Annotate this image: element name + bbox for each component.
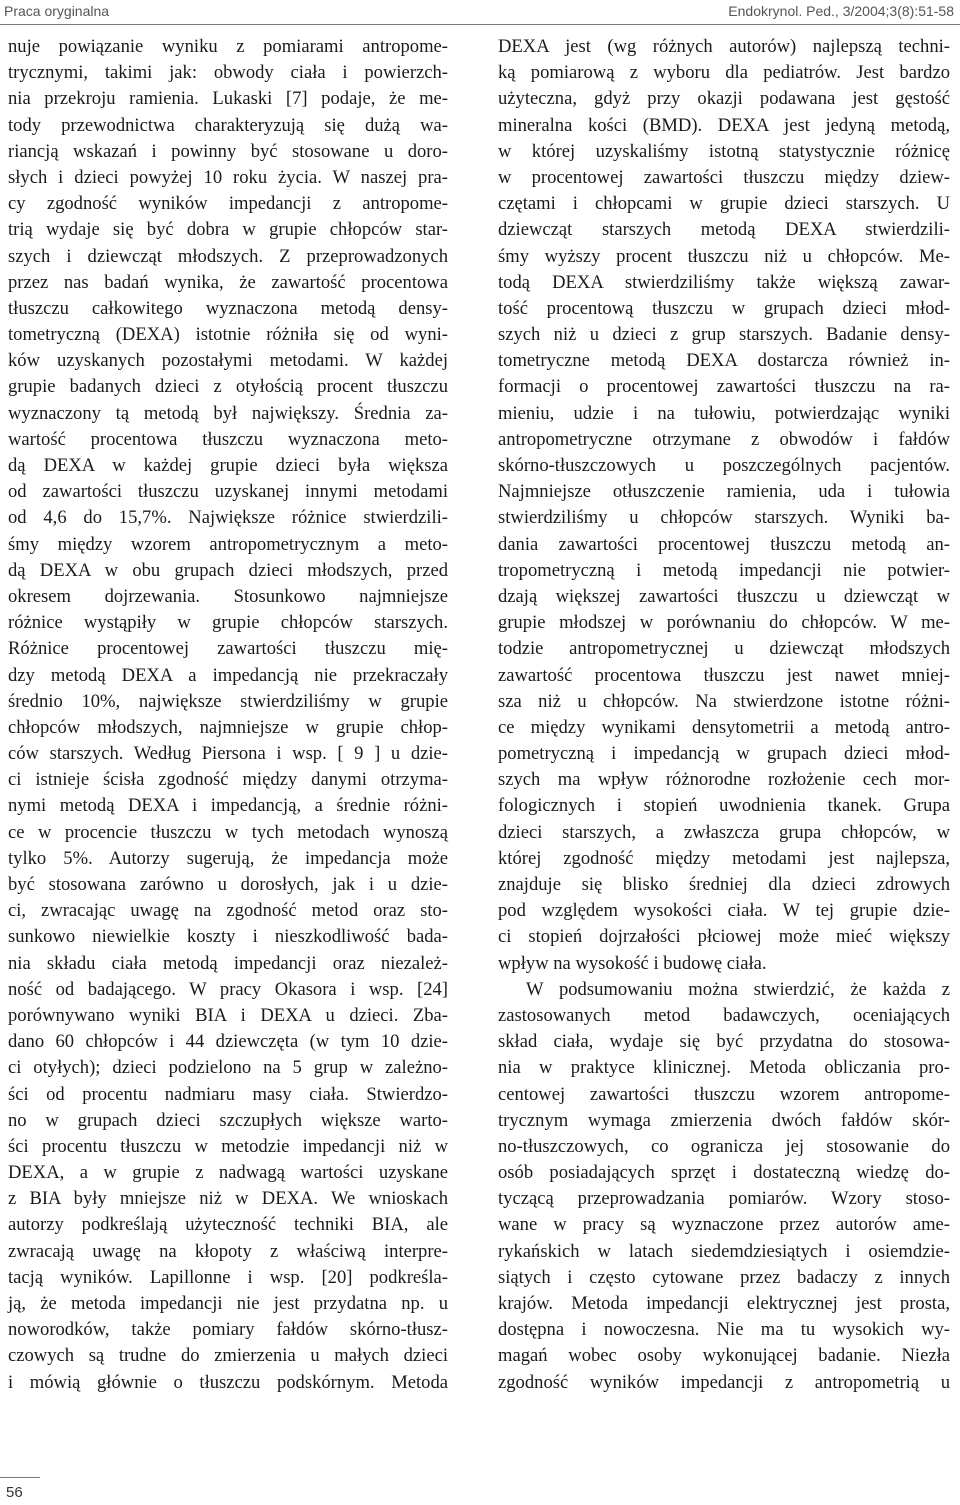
text-line: skład ciała, wydaje się być przydatna do stosowa- — [498, 1031, 950, 1053]
text-line: tość procentową tłuszczu w grupach dzieci młod- — [498, 297, 950, 319]
text-line: pometryczną i impedancją w grupach dzieci młod- — [498, 743, 950, 765]
text-line: riancją wskazań i powinny być stosowane u doro- — [8, 140, 448, 162]
text-line: rykańskich w latach siedemdziesiątych i osiemdzie- — [498, 1240, 950, 1262]
text-line: W podsumowaniu można stwierdzić, że każda z — [526, 978, 950, 1000]
journal-citation: Endokrynol. Ped., 3/2004;3(8):51-58 — [728, 3, 954, 19]
text-line: dziewcząt starszych metodą DEXA stwierdzili- — [498, 219, 950, 241]
text-line: od zawartości tłuszczu uzyskanej innymi metodami — [8, 481, 448, 503]
text-line: tylko 5%. Autorzy sugerują, że impedancja może — [8, 847, 448, 869]
text-line: formacji o procentowej zawartości tłuszczu na ra- — [498, 376, 950, 398]
text-line: czętami i chłopcami w grupie dzieci starszych. U — [498, 193, 950, 215]
text-line: której zgodność między metodami jest najlepsza, — [498, 847, 950, 869]
text-line: tacją wyników. Lapillonne i wsp. [20] podkreśla- — [8, 1266, 448, 1288]
text-line: znajduje się blisko średniej dla dzieci zdrowych — [498, 874, 950, 895]
text-line: wartość procentowa tłuszczu wyznaczona meto- — [8, 428, 448, 450]
text-line: trycznymi, takimi jak: obwody ciała i powierzch- — [8, 62, 448, 84]
text-line: todą DEXA stwierdziliśmy także większą zawar- — [498, 271, 950, 293]
text-line: no w grupach dzieci szczupłych większe warto- — [8, 1109, 448, 1131]
text-line: skórno-tłuszczowych u poszczególnych pacjentów. — [498, 455, 950, 476]
text-line: okresem dojrzewania. Stosunkowo najmniejsze — [8, 585, 448, 607]
text-line: centowej zawartości tłuszczu wzorem antropome- — [498, 1083, 950, 1105]
running-header — [0, 0, 960, 25]
text-line: ce w procencie tłuszczu w tych metodach wynoszą — [8, 821, 448, 843]
text-line: grupie młodszej w porównaniu do chłopców. W me- — [498, 612, 950, 634]
text-line: tyczącą przeprowadzania pomiarów. Wzory stoso- — [498, 1188, 950, 1210]
text-line: Najmniejsze otłuszczenie ramienia, uda i tułowia — [498, 481, 950, 503]
text-line: dania zawartości procentowej tłuszczu metodą an- — [498, 533, 950, 555]
text-line: czowych są trudne do zmierzenia u małych dzieci — [8, 1345, 448, 1367]
text-line: od 4,6 do 15,7%. Największe różnice stwierdzili- — [8, 507, 448, 529]
text-line: osób posiadających sprzęt i dostateczną wiedzę do- — [498, 1162, 950, 1184]
text-line: autorzy podkreślają użyteczność techniki BIA, ale — [8, 1214, 448, 1236]
text-line: DEXA, a w grupie z nadwagą wartości uzyskane — [8, 1162, 448, 1184]
text-line: sunkowo niewielkie koszty i nieszkodliwość bada- — [8, 926, 448, 948]
text-line: w której uzyskaliśmy istotną statystycznie różnicę — [498, 140, 950, 162]
text-line: wyznaczony tą metodą był największy. Średnia za- — [8, 402, 448, 424]
text-line: nuje powiązanie wyniku z pomiarami antropome- — [8, 36, 448, 57]
text-line: zwracają uwagę na kłopoty z właściwą interpre- — [8, 1240, 448, 1262]
text-line: szych ma wpływ różnorodne rozłożenie cech mor- — [498, 769, 950, 791]
text-line: porównywano wyniki BIA i DEXA u dzieci. Zba- — [8, 1004, 448, 1026]
text-line: zawartość procentowa tłuszczu jest nawet mniej- — [498, 664, 950, 686]
text-line: śmy między wzorem antropometrycznym a meto- — [8, 533, 448, 555]
text-line: ków uzyskanych pozostałymi metodami. W każdej — [8, 350, 448, 372]
text-line: tometryczne metodą DEXA dostarcza również in- — [498, 350, 950, 372]
text-line: dzieci starszych, a zwłaszcza grupa chłopców, w — [498, 821, 950, 843]
text-line: nia przekroju ramienia. Lukaski [7] podaje, że me- — [8, 88, 448, 110]
text-line: DEXA jest (wg różnych autorów) najlepszą techni- — [498, 36, 950, 57]
text-line: ci stopień dojrzałości płciowej może mieć większy — [498, 926, 950, 948]
text-line: stwierdziliśmy u chłopców starszych. Wyniki ba- — [498, 507, 950, 529]
text-line: ści procentu tłuszczu w metodzie impedancji niż w — [8, 1135, 448, 1157]
text-line: tody przewodnictwa charakteryzują się dużą wa- — [8, 114, 448, 136]
text-line: tłuszczu całkowitego wyznaczona metodą densy- — [8, 297, 448, 319]
page-number: 56 — [6, 1484, 23, 1501]
text-line: użyteczna, gdyż przy okazji podawana jest gęstość — [498, 88, 950, 110]
text-line: śmy wyższy procent tłuszczu niż u chłopców. Me- — [498, 245, 950, 267]
text-line: ci, zwracając uwagę na zgodność metod oraz sto- — [8, 900, 448, 922]
text-line: słych i dzieci powyżej 10 roku życia. W naszej pra- — [8, 166, 448, 188]
text-line: wpływ na wysokość i budowę ciała. — [498, 952, 767, 974]
text-line: ność od badającego. W pracy Okasora i wsp. [24] — [8, 978, 448, 1000]
text-line: grupie badanych dzieci z otyłością procent tłuszczu — [8, 376, 448, 398]
text-line: cy zgodność wyników impedancji z antropome- — [8, 193, 448, 215]
text-line: magań wobec osoby wykonującej badanie. Niezła — [498, 1345, 950, 1367]
text-line: mineralna kości (BMD). DEXA jest jedyną metodą, — [498, 114, 950, 136]
text-line: wane w pracy są wyznaczone przez autorów ame- — [498, 1214, 950, 1236]
text-line: antropometryczne otrzymane z obwodów i fałdów — [498, 428, 950, 450]
text-line: zgodność wyników impedancji z antropometrią u — [498, 1371, 950, 1393]
text-line: trią wydaje się być dobra w grupie chłopców star- — [8, 219, 448, 241]
text-line: dą DEXA w obu grupach dzieci młodszych, przed — [8, 559, 448, 581]
text-line: siątych i często cytowane przez badaczy z innych — [498, 1266, 950, 1288]
text-line: średnio 10%, największe stwierdziliśmy w grupie — [8, 690, 448, 712]
text-line: chłopców młodszych, najmniejsze w grupie chłop- — [8, 716, 448, 738]
text-line: tropometryczną i metodą impedancji nie potwier- — [498, 559, 950, 581]
text-line: i mówią głównie o tłuszczu podskórnym. Metoda — [8, 1371, 448, 1393]
text-line: ką pomiarową z wyboru dla pediatrów. Jest bardzo — [498, 62, 950, 84]
text-line: być stosowana zarówno u dorosłych, jak i u dzie- — [8, 874, 448, 895]
text-line: ci otyłych); dzieci podzielono na 5 grup w zależno- — [8, 1057, 448, 1079]
text-line: dzają większej zawartości tłuszczu u dziewcząt w — [498, 585, 950, 607]
text-line: ją, że metoda impedancji nie jest przydatna np. u — [8, 1293, 448, 1314]
text-line: pod względem wysokości ciała. W tej grupie dzie- — [498, 900, 950, 922]
text-line: noworodków, także pomiary fałdów skórno-tłusz- — [8, 1319, 448, 1341]
text-line: sza niż u chłopców. Na stwierdzone istotne różni- — [498, 690, 950, 712]
text-line: dostępna i nowoczesna. Nie ma tu wysokich wy- — [498, 1319, 950, 1341]
text-line: nymi metodą DEXA i impedancją, a średnie różni- — [8, 795, 448, 817]
text-line: ci istnieje ścisła zgodność między danymi otrzyma- — [8, 769, 448, 791]
text-line: zastosowanych metod badawczych, oceniających — [498, 1004, 950, 1026]
text-line: w procentowej zawartości tłuszczu między dziew- — [498, 166, 950, 188]
text-line: dano 60 chłopców i 44 dziewczęta (w tym 10 dzie- — [8, 1031, 448, 1053]
text-line: ce między wynikami densytometrii a metodą antro- — [498, 716, 950, 738]
text-line: fologicznych i stopień uwodnienia tkanek. Grupa — [498, 795, 950, 817]
text-line: szych niż u dzieci z grup starszych. Badanie densy- — [498, 324, 950, 346]
text-line: mieniu, udzie i na tułowiu, potwierdzając wyniki — [498, 402, 950, 424]
text-line: szych i dziewcząt młodszych. Z przeprowadzonych — [8, 245, 448, 267]
text-line: przez nas badań wynika, że zawartość procentowa — [8, 271, 448, 293]
text-line: z BIA były mniejsze niż w DEXA. We wnioskach — [8, 1188, 448, 1210]
text-line: Różnice procentowej zawartości tłuszczu mię- — [8, 638, 448, 660]
text-line: no-tłuszczowych, co ogranicza jej stosowanie do — [498, 1135, 950, 1157]
text-line: dą DEXA w każdej grupie dzieci była większa — [8, 455, 448, 476]
text-line: dzy metodą DEXA a impedancją nie przekraczały — [8, 664, 448, 686]
right-text-column — [498, 34, 950, 1396]
text-line: krajów. Metoda impedancji elektrycznej jest prosta, — [498, 1293, 950, 1314]
text-line: różnice wystąpiły w grupie chłopców starszych. — [8, 612, 448, 634]
text-line: nia w praktyce klinicznej. Metoda obliczania pro- — [498, 1057, 950, 1079]
left-text-column — [8, 34, 448, 1396]
text-line: tometryczną (DEXA) istotnie różniła się od wyni- — [8, 324, 448, 346]
footer-rule — [0, 1477, 40, 1478]
text-line: ści od procentu nadmiaru masy ciała. Stwierdzo- — [8, 1083, 448, 1105]
text-line: trycznym wymaga zmierzenia dwóch fałdów skór- — [498, 1109, 950, 1131]
text-line: todzie antropometrycznej u dziewcząt młodszych — [498, 638, 950, 660]
text-line: ców starszych. Według Piersona i wsp. [ 9 ] u dzie- — [8, 743, 448, 765]
section-label: Praca oryginalna — [4, 3, 110, 19]
text-line: nia składu ciała metodą impedancji oraz niezależ- — [8, 952, 448, 974]
